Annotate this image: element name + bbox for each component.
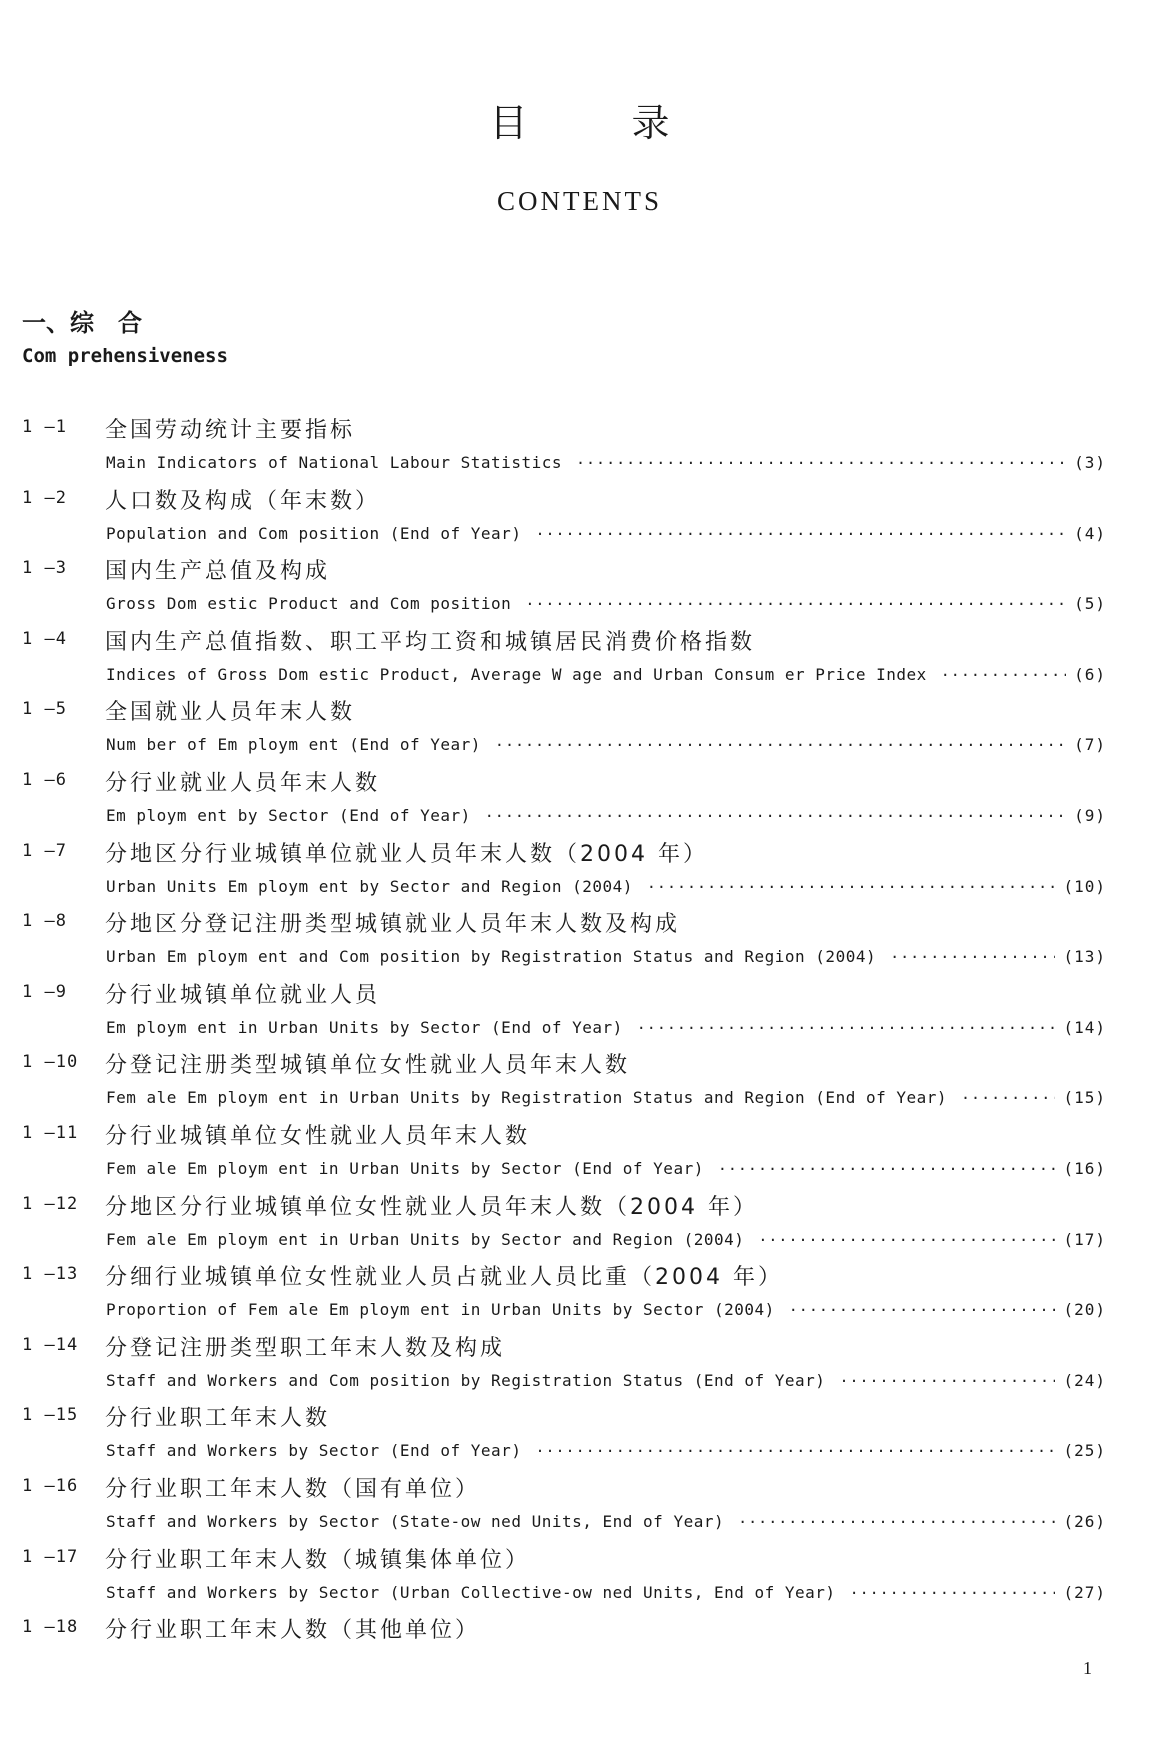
toc-entry-page[interactable]: (17) xyxy=(1063,1229,1106,1249)
toc-entry-en-line[interactable] xyxy=(106,665,1106,684)
toc-entry-title-en: Fem ale Em ploym ent in Urban Units by Sector (End of Year) xyxy=(106,1158,704,1178)
toc-entry-title-cn[interactable]: 分登记注册类型城镇单位女性就业人员年末人数 xyxy=(105,1053,631,1079)
toc-entry-title-en: Population and Com position (End of Year) xyxy=(106,523,522,543)
toc-entry-en-line[interactable] xyxy=(106,947,1106,966)
toc-entry-number: 1 —9 xyxy=(22,981,67,1002)
toc-entry-number: 1 —10 xyxy=(22,1052,79,1073)
toc-list xyxy=(0,413,1159,1684)
toc-entry-page[interactable]: (16) xyxy=(1063,1158,1106,1178)
toc-entry-title-cn[interactable]: 分登记注册类型职工年末人数及构成 xyxy=(105,1335,506,1361)
toc-entry-en-line[interactable] xyxy=(106,1088,1106,1107)
title-cn-char-2: 录 xyxy=(631,101,670,145)
toc-entry-number: 1 —12 xyxy=(22,1193,79,1214)
toc-dot-leader xyxy=(839,1372,1055,1390)
toc-entry-en-line[interactable] xyxy=(106,1230,1106,1249)
toc-entry[interactable] xyxy=(0,1401,1159,1472)
toc-entry[interactable] xyxy=(0,695,1159,766)
toc-entry-title-en: Em ploym ent in Urban Units by Sector (End of Year) xyxy=(106,1017,623,1037)
toc-entry-en-line[interactable] xyxy=(106,877,1106,896)
toc-entry-en-line[interactable] xyxy=(106,1441,1106,1460)
toc-entry-number: 1 —17 xyxy=(22,1546,79,1567)
toc-entry-title-en: Main Indicators of National Labour Statistics xyxy=(106,453,562,472)
toc-entry-en-line[interactable] xyxy=(106,453,1106,472)
toc-dot-leader xyxy=(758,1231,1055,1249)
toc-entry-en-line[interactable] xyxy=(106,1583,1106,1602)
toc-entry-title-cn[interactable]: 分行业城镇单位女性就业人员年末人数 xyxy=(105,1123,531,1149)
toc-entry[interactable] xyxy=(0,1472,1159,1543)
page-title-cn xyxy=(0,92,1159,147)
toc-dot-leader xyxy=(961,1089,1055,1107)
toc-entry-title-cn[interactable]: 全国劳动统计主要指标 xyxy=(105,418,356,443)
toc-dot-leader xyxy=(525,595,1066,613)
toc-entry-page[interactable]: (6) xyxy=(1074,664,1106,684)
toc-entry-number: 1 —8 xyxy=(22,911,67,932)
toc-entry-page[interactable]: (26) xyxy=(1063,1511,1106,1531)
toc-entry-title-en: Indices of Gross Dom estic Product, Average W age and Urban Consum er Price Index xyxy=(106,664,927,684)
toc-entry-title-en: Proportion of Fem ale Em ploym ent in Urban Units by Sector (2004) xyxy=(106,1300,775,1320)
toc-dot-leader xyxy=(576,454,1066,472)
toc-entry[interactable] xyxy=(0,484,1159,555)
toc-entry[interactable] xyxy=(0,1048,1159,1119)
toc-entry-title-cn[interactable]: 国内生产总值指数、职工平均工资和城镇居民消费价格指数 xyxy=(105,629,756,655)
toc-entry-page[interactable]: (25) xyxy=(1063,1441,1106,1461)
toc-entry-en-line[interactable] xyxy=(106,1300,1106,1319)
toc-entry-en-line[interactable] xyxy=(106,594,1106,613)
toc-entry-number: 1 —1 xyxy=(22,417,67,437)
toc-entry-title-en: Urban Em ploym ent and Com position by Registration Status and Region (2004) xyxy=(106,947,877,967)
toc-entry-page[interactable]: (15) xyxy=(1063,1088,1106,1108)
toc-entry[interactable] xyxy=(0,1190,1159,1261)
toc-entry-title-en: Staff and Workers by Sector (State-ow ned Units, End of Year) xyxy=(106,1511,725,1531)
toc-entry[interactable] xyxy=(0,1119,1159,1190)
toc-dot-leader xyxy=(647,878,1056,896)
toc-entry-number: 1 —16 xyxy=(22,1475,79,1496)
page-title-en: CONTENTS xyxy=(497,186,662,216)
title-cn-char-1: 目 xyxy=(489,101,528,145)
toc-entry[interactable] xyxy=(0,837,1159,908)
toc-dot-leader xyxy=(535,1442,1055,1460)
toc-entry-title-en: Gross Dom estic Product and Com position xyxy=(106,594,512,614)
toc-entry-en-line[interactable] xyxy=(106,1159,1106,1178)
toc-entry-page[interactable]: (24) xyxy=(1063,1370,1106,1390)
page-number: 1 xyxy=(1083,1658,1092,1678)
toc-entry-title-cn[interactable]: 分行业职工年末人数（其他单位） xyxy=(105,1618,481,1644)
toc-dot-leader xyxy=(941,666,1066,684)
toc-dot-leader xyxy=(637,1019,1056,1037)
toc-entry-title-en: Fem ale Em ploym ent in Urban Units by Sector and Region (2004) xyxy=(106,1229,745,1249)
toc-entry-en-line[interactable] xyxy=(106,806,1106,825)
toc-dot-leader xyxy=(850,1584,1056,1602)
section-title-en: Com prehensiveness xyxy=(22,345,228,367)
toc-entry[interactable] xyxy=(0,1331,1159,1402)
toc-entry-number: 1 —3 xyxy=(22,558,67,579)
toc-dot-leader xyxy=(738,1513,1055,1531)
toc-entry-title-cn[interactable]: 分地区分登记注册类型城镇就业人员年末人数及构成 xyxy=(105,912,681,938)
toc-dot-leader xyxy=(495,736,1066,754)
toc-entry-number: 1 —4 xyxy=(22,628,67,649)
toc-entry[interactable] xyxy=(0,625,1159,696)
toc-entry-en-line[interactable] xyxy=(106,1371,1106,1390)
toc-entry[interactable] xyxy=(0,978,1159,1049)
toc-entry-title-cn[interactable]: 分地区分行业城镇单位女性就业人员年末人数（2004 年） xyxy=(105,1194,758,1220)
toc-entry[interactable] xyxy=(0,1543,1159,1614)
toc-entry-title-en: Staff and Workers by Sector (Urban Collective-ow ned Units, End of Year) xyxy=(106,1582,836,1602)
toc-entry-number: 1 —15 xyxy=(22,1405,79,1426)
toc-entry-title-en: Staff and Workers by Sector (End of Year) xyxy=(106,1441,522,1461)
toc-entry-page[interactable]: (20) xyxy=(1063,1300,1106,1320)
toc-entry-page[interactable]: (5) xyxy=(1074,594,1106,614)
toc-dot-leader xyxy=(485,807,1066,825)
toc-entry[interactable] xyxy=(0,554,1159,625)
toc-entry[interactable] xyxy=(0,413,1159,484)
toc-entry-en-line[interactable] xyxy=(106,524,1106,543)
toc-dot-leader xyxy=(718,1160,1056,1178)
toc-entry-number: 1 —2 xyxy=(22,487,67,508)
toc-entry-title-cn[interactable]: 分行业城镇单位就业人员 xyxy=(105,982,381,1008)
toc-entry-page[interactable]: (3) xyxy=(1074,453,1106,472)
toc-entry-title-cn[interactable]: 分细行业城镇单位女性就业人员占就业人员比重（2004 年） xyxy=(105,1265,783,1291)
toc-entry[interactable] xyxy=(0,907,1159,978)
toc-entry-title-cn[interactable]: 全国就业人员年末人数 xyxy=(105,700,356,726)
section-title-cn: 一、综 合 xyxy=(22,309,142,337)
toc-entry-number: 1 —18 xyxy=(22,1617,79,1638)
toc-dot-leader xyxy=(890,948,1055,966)
toc-entry-title-cn[interactable]: 人口数及构成（年末数） xyxy=(105,488,381,514)
toc-dot-leader xyxy=(535,525,1066,543)
toc-entry-title-en: Staff and Workers and Com position by Registration Status (End of Year) xyxy=(106,1370,826,1390)
toc-entry-number: 1 —5 xyxy=(22,699,67,720)
toc-entry-title-cn[interactable]: 分地区分行业城镇单位就业人员年末人数（2004 年） xyxy=(105,841,708,867)
toc-entry-title-en: Urban Units Em ploym ent by Sector and Region (2004) xyxy=(106,876,633,896)
toc-entry-page[interactable]: (7) xyxy=(1074,735,1106,755)
toc-entry-title-en: Num ber of Em ploym ent (End of Year) xyxy=(106,735,481,755)
toc-entry-page[interactable]: (13) xyxy=(1063,947,1106,967)
toc-entry[interactable] xyxy=(0,1260,1159,1331)
toc-entry-title-cn[interactable]: 分行业就业人员年末人数 xyxy=(105,770,381,796)
toc-entry-page[interactable]: (9) xyxy=(1074,805,1106,825)
toc-entry-number: 1 —13 xyxy=(22,1264,79,1285)
toc-entry-number: 1 —7 xyxy=(22,840,67,861)
toc-entry-page[interactable]: (27) xyxy=(1063,1582,1106,1602)
toc-entry-title-cn[interactable]: 分行业职工年末人数（国有单位） xyxy=(105,1476,481,1502)
toc-entry-title-en: Fem ale Em ploym ent in Urban Units by Registration Status and Region (End of Year) xyxy=(106,1088,948,1108)
toc-entry-en-line[interactable] xyxy=(106,735,1106,754)
toc-entry-title-en: Em ploym ent by Sector (End of Year) xyxy=(106,805,471,825)
toc-entry[interactable] xyxy=(0,766,1159,837)
toc-entry-page[interactable]: (4) xyxy=(1074,523,1106,543)
toc-entry-title-cn[interactable]: 分行业职工年末人数（城镇集体单位） xyxy=(105,1547,531,1573)
toc-entry-number: 1 —6 xyxy=(22,769,67,790)
toc-entry-title-cn[interactable]: 国内生产总值及构成 xyxy=(105,559,331,585)
toc-entry-page[interactable]: (14) xyxy=(1063,1017,1106,1037)
toc-entry-en-line[interactable] xyxy=(106,1018,1106,1037)
toc-entry-en-line[interactable] xyxy=(106,1512,1106,1531)
toc-entry-page[interactable]: (10) xyxy=(1063,876,1106,896)
toc-dot-leader xyxy=(789,1301,1056,1319)
toc-entry-number: 1 —11 xyxy=(22,1122,79,1143)
toc-entry-title-cn[interactable]: 分行业职工年末人数 xyxy=(105,1406,331,1432)
toc-entry-number: 1 —14 xyxy=(22,1334,79,1355)
toc-entry[interactable] xyxy=(0,1613,1159,1684)
